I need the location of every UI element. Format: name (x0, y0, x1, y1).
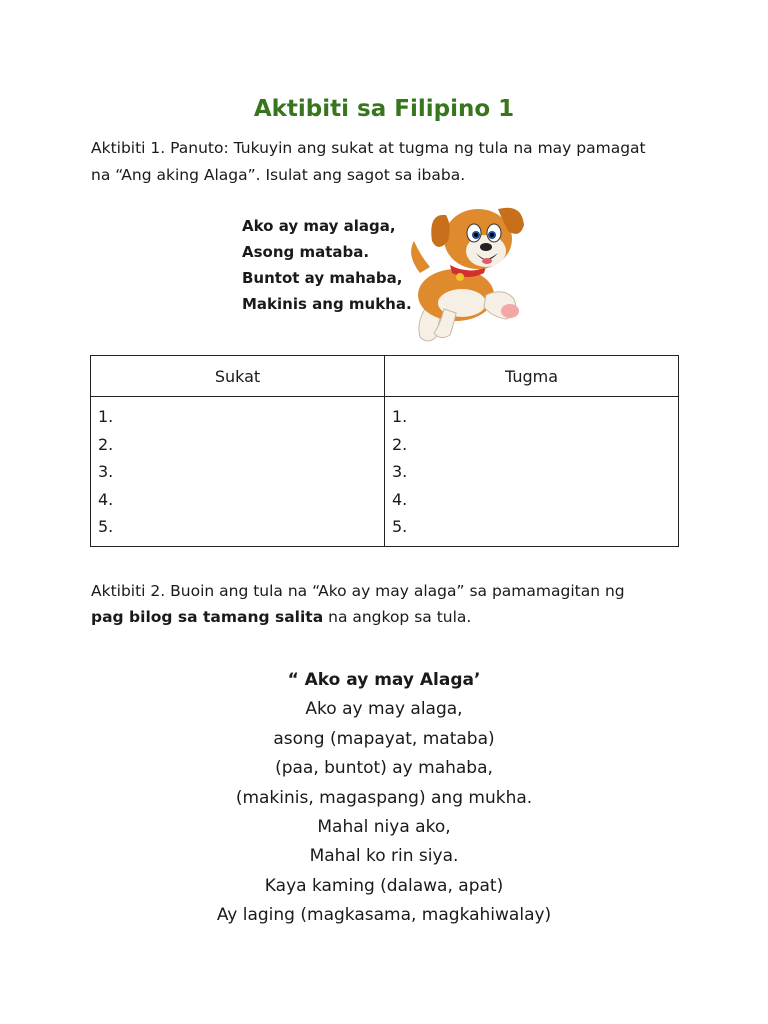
activity2-instruction-rest: na angkop sa tula. (323, 608, 472, 626)
list-item: 5. (98, 517, 114, 536)
answer-table (90, 355, 679, 547)
poem-line: Mahal niya ako, (317, 817, 451, 838)
activity2-instruction-bold: pag bilog sa tamang salita (91, 608, 324, 626)
poem-line: Ay laging (magkasama, magkahiwalay) (216, 905, 552, 926)
activity1-poem (242, 213, 412, 317)
poem-line: (makinis, magaspang) ang mukha. (235, 787, 533, 808)
list-item: 1. (392, 407, 408, 426)
poem-line: Ako ay may alaga, (242, 217, 396, 235)
activity2-instruction-line2 (91, 604, 691, 630)
page-title: Aktibiti sa Filipino 1 (253, 96, 515, 122)
tugma-answer-cell[interactable] (385, 397, 679, 547)
poem-line: Ako ay may alaga, (305, 699, 463, 720)
table-row (91, 397, 679, 547)
activity2-poem (0, 666, 768, 931)
poem-line: (paa, buntot) ay mahaba, (275, 758, 493, 779)
activity2-instructions (91, 578, 691, 630)
list-item: 3. (392, 462, 408, 481)
poem-line: Buntot ay mahaba, (242, 269, 403, 287)
activity1-instructions (91, 135, 691, 189)
poem-title: “ Ako ay may Alaga’ (287, 670, 481, 690)
list-item: 2. (98, 434, 114, 454)
poem-line: Mahal ko rin siya. (309, 846, 459, 867)
list-item: 5. (392, 517, 408, 536)
poem-line: asong (mapayat, mataba) (273, 728, 495, 749)
column-header-tugma: Tugma (385, 356, 679, 397)
sukat-answer-cell[interactable] (91, 397, 385, 547)
poem-line: Kaya kaming (dalawa, apat) (264, 875, 504, 896)
list-item: 4. (392, 489, 408, 509)
activity1-instruction-line1: Aktibiti 1. Panuto: Tukuyin ang sukat at tugma ng tula na may pamagat (91, 139, 646, 157)
poem-line: Makinis ang mukha. (242, 295, 412, 313)
cartoon-puppy-icon (398, 195, 533, 347)
list-item: 4. (98, 489, 114, 509)
list-item: 3. (98, 462, 114, 481)
activity1-instruction-line2: na “Ang aking Alaga”. Isulat ang sagot sa ibaba. (91, 166, 466, 184)
activity2-instruction-line1: Aktibiti 2. Buoin ang tula na “Ako ay may alaga” sa pamamagitan ng (91, 582, 625, 600)
poem-line: Asong mataba. (242, 243, 370, 261)
table-header-row (91, 356, 679, 397)
column-header-sukat: Sukat (91, 356, 385, 397)
list-item: 2. (392, 434, 408, 454)
list-item: 1. (98, 407, 114, 426)
